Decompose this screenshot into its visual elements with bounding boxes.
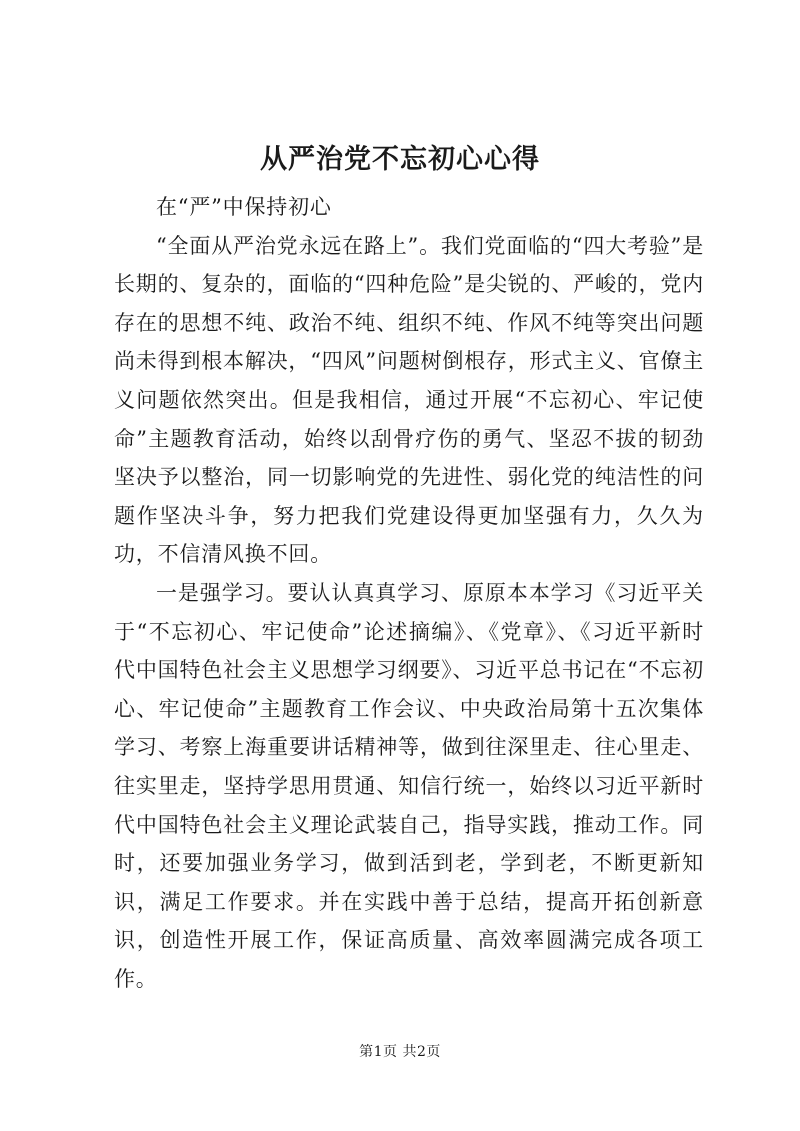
document-body: [114, 188, 704, 998]
page-footer: 第1页 共2页: [359, 1044, 441, 1060]
document-title: 从严治党不忘初心心得: [260, 144, 540, 175]
paragraph-intro: “全面从严治党永远在路上”。我们党面临的“四大考验”是长期的、复杂的，面临的“四种危险”是尖锐的、严峻的，党内存在的思想不纯、政治不纯、组织不纯、作风不纯等突出问题尚未得到根本解决，“四风”问题树倒根存，形式主义、官僚主义问题依然突出。但是我相信，通过开展“不忘初心、牢记使命”主题教育活动，始终以刮骨疗伤的勇气、坚忍不拔的韧劲坚决予以整治，同一切影响党的先进性、弱化党的纯洁性的问题作坚决斗争，努力把我们党建设得更加坚强有力，久久为功，不信清风换不回。: [114, 233, 704, 567]
section-heading: 在“严”中保持初心: [156, 195, 332, 219]
paragraph-study: 一是强学习。要认认真真学习、原原本本学习《习近平关于“不忘初心、牢记使命”论述摘编》、《党章》、《习近平新时代中国特色社会主义思想学习纲要》、习近平总书记在“不忘初心、牢记使命”主题教育工作会议、中央政治局第十五次集体学习、考察上海重要讲话精神等，做到往深里走、往心里走、往实里走，坚持学思用贯通、知信行统一，始终以习近平新时代中国特色社会主义理论武装自己，指导实践，推动工作。同时，还要加强业务学习，做到活到老，学到老，不断更新知识，满足工作要求。并在实践中善于总结，提高开拓创新意识，创造性开展工作，保证高质量、高效率圆满完成各项工作。: [114, 580, 704, 991]
